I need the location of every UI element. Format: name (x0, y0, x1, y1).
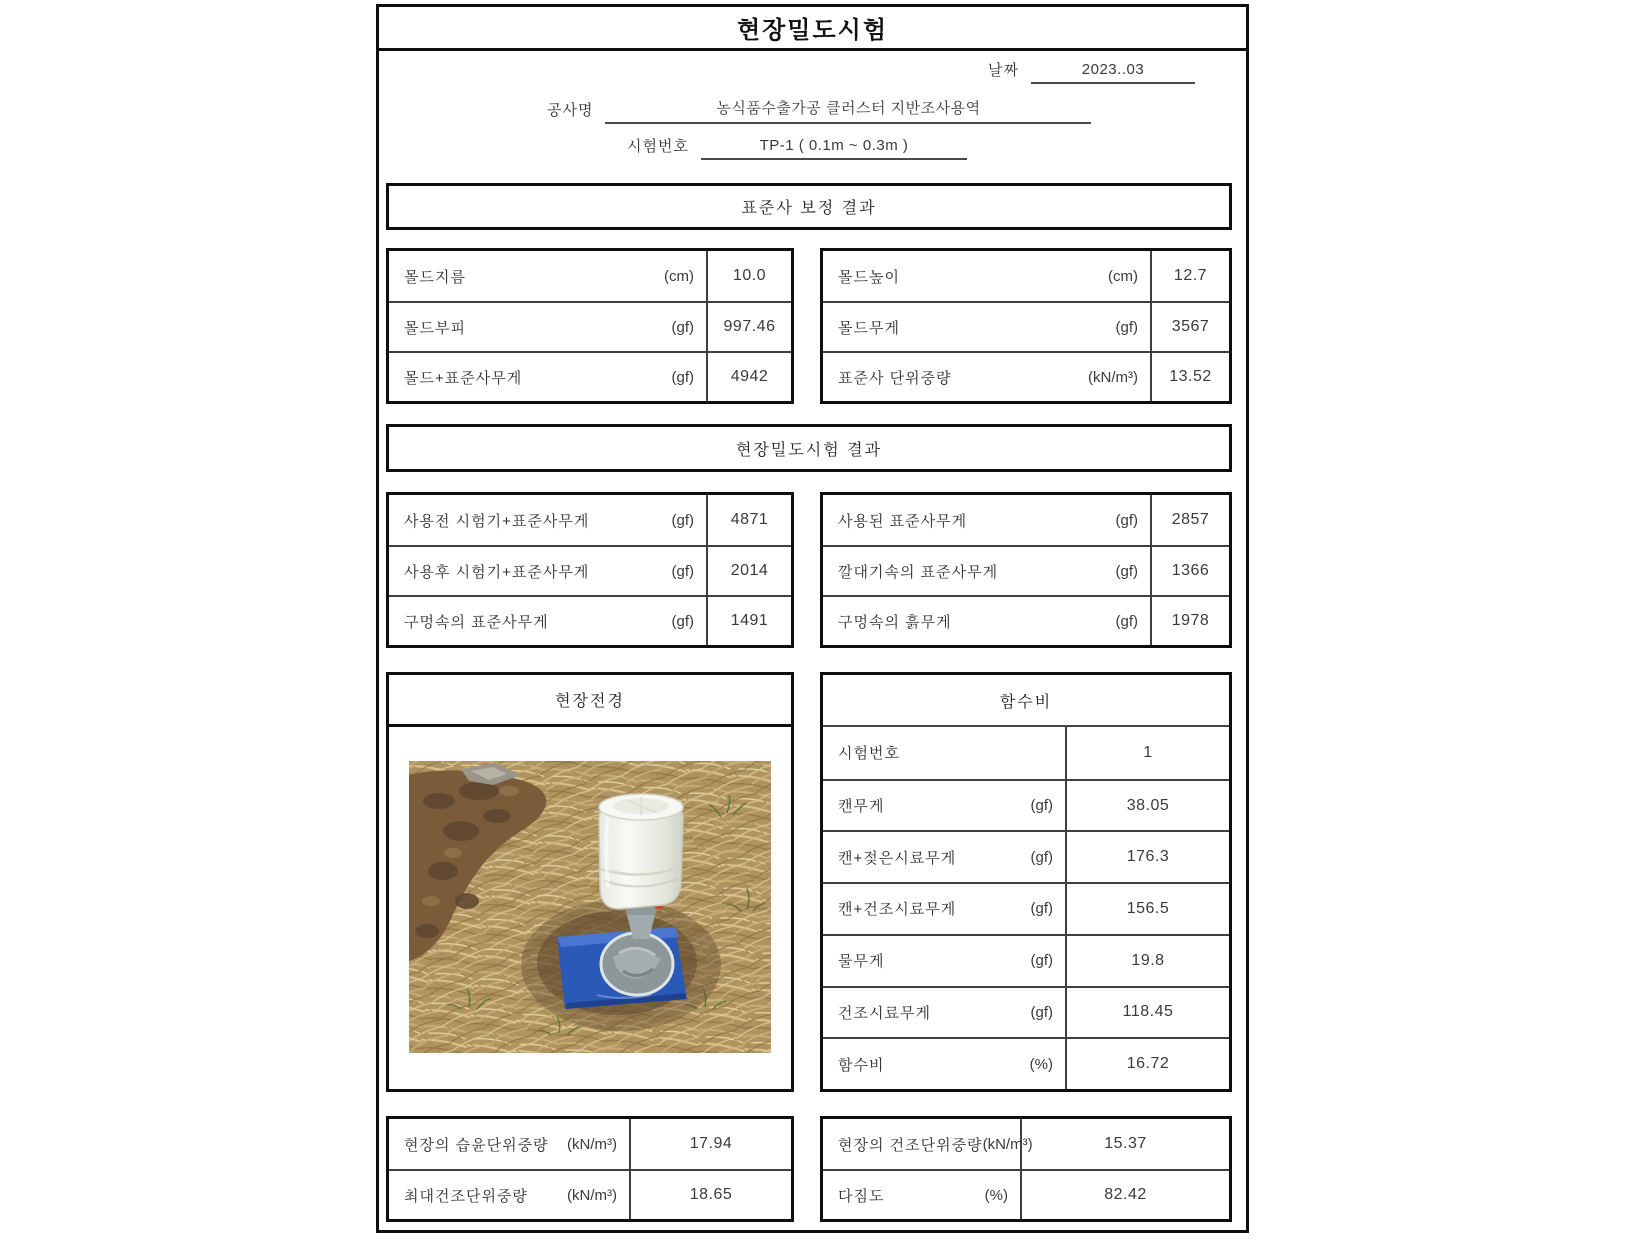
row-label: 시험번호 (838, 745, 900, 763)
project-value: 농식품수출가공 클러스터 지반조사용역 (605, 97, 1091, 124)
row-label-cell (389, 1171, 629, 1219)
row-label: 현장의 습윤단위중량 (404, 1136, 549, 1154)
table-row (823, 251, 1229, 301)
row-label-cell (823, 1119, 1033, 1169)
row-value: 12.7 (1150, 251, 1229, 301)
row-label: 캔+건조시료무게 (838, 901, 957, 919)
site-photo-title: 현장전경 (555, 693, 625, 710)
row-label-cell (823, 495, 1150, 545)
row-unit: (gf) (671, 562, 694, 580)
row-value: 2014 (706, 547, 791, 595)
table-row (823, 595, 1229, 645)
row-unit: (kN/m³) (567, 1135, 617, 1153)
row-label: 현장의 건조단위중량 (838, 1136, 983, 1154)
date-label: 날짜 (988, 62, 1019, 79)
table-row (823, 1169, 1229, 1219)
section-calibration-header (386, 183, 1232, 230)
row-value: 2857 (1150, 495, 1229, 545)
fieldtest-left-table (386, 492, 794, 648)
row-label: 다짐도 (838, 1187, 885, 1205)
row-value: 118.45 (1065, 988, 1229, 1038)
row-value: 4942 (706, 353, 791, 401)
row-label-cell (823, 353, 1150, 401)
row-label: 구멍속의 흙무게 (838, 613, 952, 631)
water-content-title: 함수비 (999, 693, 1053, 711)
row-unit: (%) (1029, 1055, 1053, 1073)
row-label-cell (823, 781, 1065, 831)
row-unit: (gf) (1030, 797, 1053, 815)
table-row (389, 351, 791, 401)
row-label: 캔+젖은시료무게 (838, 849, 957, 867)
row-unit: (kN/m³) (982, 1135, 1033, 1153)
row-label-cell (823, 832, 1065, 882)
row-label: 몰드높이 (838, 268, 900, 286)
row-unit: (%) (984, 1186, 1008, 1204)
row-unit: (gf) (1115, 318, 1138, 336)
table-row (823, 830, 1229, 882)
row-label-cell (389, 303, 706, 351)
row-value: 3567 (1150, 303, 1229, 351)
calibration-right-table (820, 248, 1232, 404)
row-value: 997.46 (706, 303, 791, 351)
table-row (823, 545, 1229, 595)
row-label-cell (823, 727, 1065, 779)
table-row (389, 1119, 791, 1169)
table-row (389, 545, 791, 595)
row-label-cell (823, 1039, 1065, 1089)
row-unit: (gf) (1030, 952, 1053, 970)
row-label: 건조시료무게 (838, 1004, 931, 1022)
site-photo (409, 761, 771, 1053)
row-label: 물무게 (838, 953, 885, 971)
calibration-left-table (386, 248, 794, 404)
date-value: 2023..03 (1031, 61, 1195, 84)
section-fieldtest-header (386, 424, 1232, 472)
row-value: 4871 (706, 495, 791, 545)
row-label: 캔무게 (838, 798, 885, 816)
row-unit: (kN/m³) (1088, 368, 1138, 386)
row-label: 사용된 표준사무게 (838, 512, 968, 530)
row-value: 19.8 (1065, 936, 1229, 986)
table-row (823, 301, 1229, 351)
row-label: 깔대기속의 표준사무게 (838, 563, 999, 581)
table-row (823, 934, 1229, 986)
table-row (823, 1119, 1229, 1169)
table-row (389, 301, 791, 351)
row-label-cell (823, 547, 1150, 595)
row-label-cell (823, 303, 1150, 351)
row-label: 최대건조단위중량 (404, 1187, 528, 1205)
row-label-cell (823, 1171, 1020, 1219)
section-calibration-title: 표준사 보정 결과 (741, 200, 877, 217)
row-label: 구멍속의 표준사무게 (404, 613, 549, 631)
row-unit: (cm) (1108, 267, 1138, 285)
row-value: 156.5 (1065, 884, 1229, 934)
row-unit: (kN/m³) (567, 1186, 617, 1204)
table-row (389, 495, 791, 545)
row-unit: (gf) (671, 511, 694, 529)
row-value: 10.0 (706, 251, 791, 301)
row-value: 1978 (1150, 597, 1229, 645)
row-value: 82.42 (1020, 1171, 1229, 1219)
row-unit: (gf) (1115, 562, 1138, 580)
row-label: 몰드부피 (404, 319, 466, 337)
date-field (988, 59, 1195, 84)
row-label: 몰드무게 (838, 319, 900, 337)
summary-right-table (820, 1116, 1232, 1222)
site-photo-area (389, 727, 791, 1089)
row-value: 18.65 (629, 1171, 791, 1219)
row-value: 1366 (1150, 547, 1229, 595)
table-row (823, 351, 1229, 401)
row-label: 함수비 (838, 1056, 885, 1074)
row-unit: (gf) (1030, 1003, 1053, 1021)
row-label: 사용전 시험기+표준사무게 (404, 512, 590, 530)
row-label-cell (823, 988, 1065, 1038)
row-label-cell (389, 597, 706, 645)
site-photo-header (389, 675, 791, 727)
row-value: 1 (1065, 727, 1229, 779)
testno-label: 시험번호 (627, 138, 689, 155)
site-photo-box (386, 672, 794, 1092)
row-unit: (gf) (671, 612, 694, 630)
document-page (376, 4, 1249, 1233)
row-label: 표준사 단위중량 (838, 369, 952, 387)
row-unit: (cm) (664, 267, 694, 285)
table-row (823, 495, 1229, 545)
table-row (389, 595, 791, 645)
row-value: 176.3 (1065, 832, 1229, 882)
row-value: 15.37 (1020, 1119, 1229, 1169)
project-field (547, 97, 1091, 124)
row-label-cell (389, 251, 706, 301)
row-label-cell (389, 547, 706, 595)
table-row (823, 727, 1229, 779)
testno-field (627, 135, 967, 160)
row-unit: (gf) (1115, 511, 1138, 529)
row-unit: (gf) (1115, 612, 1138, 630)
page-title: 현장밀도시험 (736, 17, 889, 44)
row-unit: (gf) (671, 368, 694, 386)
section-fieldtest-title: 현장밀도시험 결과 (735, 441, 883, 459)
row-label: 사용후 시험기+표준사무게 (404, 563, 590, 581)
testno-value: TP-1 ( 0.1m ~ 0.3m ) (701, 137, 967, 160)
table-row (389, 251, 791, 301)
row-value: 1491 (706, 597, 791, 645)
fieldtest-right-table (820, 492, 1232, 648)
row-unit: (gf) (671, 318, 694, 336)
row-label-cell (823, 936, 1065, 986)
project-label: 공사명 (547, 102, 594, 119)
table-row (823, 779, 1229, 831)
row-label-cell (823, 884, 1065, 934)
water-content-header (823, 675, 1229, 727)
row-unit: (gf) (1030, 900, 1053, 918)
table-row (823, 1037, 1229, 1089)
row-label-cell (389, 495, 706, 545)
row-label-cell (389, 1119, 629, 1169)
row-value: 17.94 (629, 1119, 791, 1169)
row-label: 몰드지름 (404, 268, 466, 286)
row-label-cell (823, 597, 1150, 645)
table-row (823, 986, 1229, 1038)
row-label: 몰드+표준사무게 (404, 369, 523, 387)
row-unit: (gf) (1030, 848, 1053, 866)
water-content-table (823, 727, 1229, 1089)
row-value: 13.52 (1150, 353, 1229, 401)
row-label-cell (389, 353, 706, 401)
water-content-box (820, 672, 1232, 1092)
row-value: 38.05 (1065, 781, 1229, 831)
title-bar (379, 7, 1246, 51)
summary-left-table (386, 1116, 794, 1222)
row-label-cell (823, 251, 1150, 301)
row-value: 16.72 (1065, 1039, 1229, 1089)
table-row (823, 882, 1229, 934)
table-row (389, 1169, 791, 1219)
